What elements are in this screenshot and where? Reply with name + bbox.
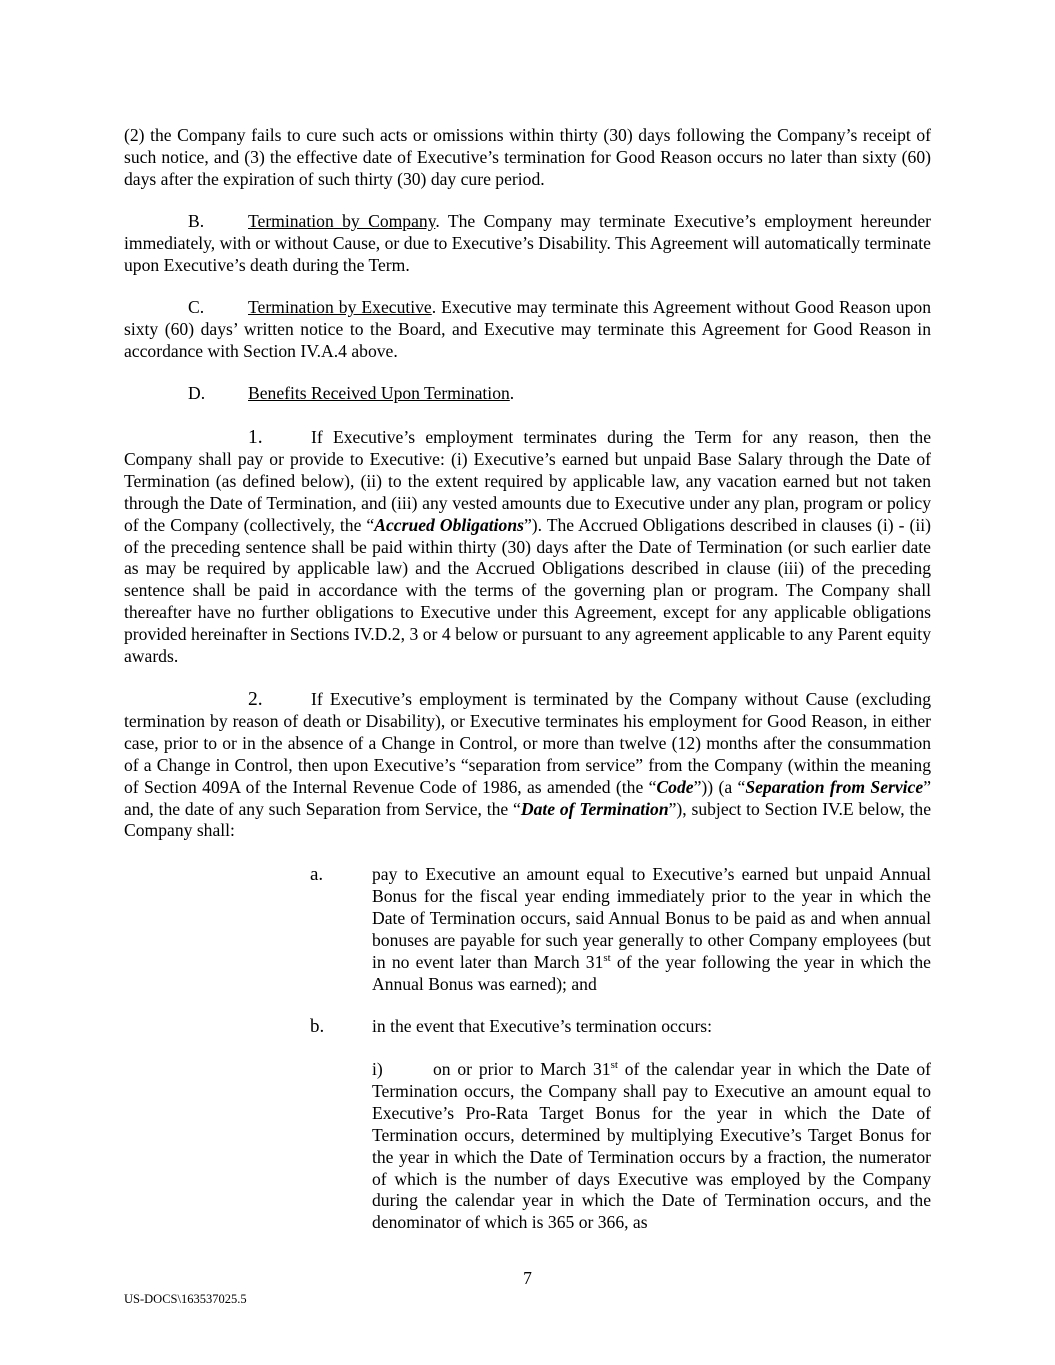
section-b bbox=[124, 211, 931, 277]
sub-a-text: pay to Executive an amount equal to Executive’s earned but unpaid Annual Bonus for the fiscal year ending immediately prior to the year in which the Date of Termination occurs, said Annual Bonus to be paid as and when annual bonuses are payable for such year generally to other Company employees (but in no event later than March 31st of the year following the year in which the Annual Bonus was earned); and bbox=[372, 864, 931, 994]
defined-term-date-of-termination: Date of Termination bbox=[520, 798, 669, 819]
document-id: US-DOCS\163537025.5 bbox=[124, 1292, 247, 1306]
item-1-label: 1. bbox=[248, 427, 263, 448]
page-number: 7 bbox=[523, 1268, 532, 1288]
item-1: 1. If Executive’s employment terminates during the Term for any reason, then the Company shall pay or provide to Executive: (i) Executive’s earned but unpaid Base Salary through the Date of Termination (as defined below), (ii) to the extent required by applicable law, any vacation earned but not taken through the Date of Termination, and (iii) any vested amounts due to Executive under any plan, program or policy of the Company (collectively, the “Accrued Obligations”). The Accrued Obligations described in clauses (i) - (ii) of the preceding sentence shall be paid within thirty (30) days after the Date of Termination (or such earlier date as may be required by applicable law) and the Accrued Obligations described in clause (iii) of the preceding sentence shall be paid in accordance with the terms of the governing plan or program. The Company shall thereafter have no further obligations to Executive under this Agreement, except for any applicable obligations provided hereinafter in Sections IV.D.2, 3 or 4 below or pursuant to any agreement applicable to any Parent equity awards. bbox=[124, 427, 931, 667]
section-b-heading: Termination by Company bbox=[248, 211, 436, 231]
section-d-heading: Benefits Received Upon Termination bbox=[248, 383, 510, 403]
section-c bbox=[124, 297, 931, 363]
defined-term-code: Code bbox=[656, 776, 694, 797]
section-c-text: . Executive may terminate this Agreement without Good Reason upon sixty (60) days’ written notice to the Board, and Executive may terminate this Agreement for Good Reason in accordance with Section IV.A.4 above. bbox=[124, 297, 931, 361]
section-d: D. Benefits Received Upon Termination. bbox=[188, 383, 515, 403]
sub-b-label: b. bbox=[310, 1016, 325, 1037]
sub-b-i-label: i) bbox=[372, 1059, 383, 1079]
sub-b-i: i) on or prior to March 31st of the calendar year in which the Date of Termination occurs, the Company shall pay to Executive an amount equal to Executive’s Pro-Rata Target Bonus for the year in which the Date of Termination occurs, determined by multiplying Executive’s Target Bonus for the year in which the Date of Termination occurs by a fraction, the numerator of which is the number of days Executive was employed by the Company during the calendar year in which the Date of Termination occurs, and the denominator of which is 365 or 366, as bbox=[372, 1059, 931, 1233]
sub-a-label: a. bbox=[310, 864, 324, 885]
section-c-label: C. bbox=[188, 297, 205, 317]
item-2-label: 2. bbox=[248, 689, 263, 710]
section-d-label: D. bbox=[188, 383, 206, 403]
defined-term-accrued-obligations: Accrued Obligations bbox=[374, 514, 524, 535]
paragraph-continuation: (2) the Company fails to cure such acts or omissions within thirty (30) days following the Company’s receipt of such notice, and (3) the effective date of Executive’s termination for Good Reason occurs no later than sixty (60) days after the expiration of such thirty (30) day cure period. bbox=[124, 125, 931, 189]
section-c-heading: Termination by Executive bbox=[248, 297, 432, 317]
sub-b-text: in the event that Executive’s termination occurs: bbox=[372, 1016, 713, 1036]
section-b-text: . The Company may terminate Executive’s employment hereunder immediately, with or without Cause, or due to Executive’s Disability. This Agreement will automatically terminate upon Executive’s death during the Term. bbox=[124, 211, 931, 275]
section-b-label: B. bbox=[188, 211, 205, 231]
item-2: 2. If Executive’s employment is terminated by the Company without Cause (excluding termination by reason of death or Disability), or Executive terminates his employment for Good Reason, in either case, prior to or in the absence of a Change in Control, or more than twelve (12) months after the consummation of a Change in Control, then upon Executive’s “separation from service” from the Company (within the meaning of Section 409A of the Internal Revenue Code of 1986, as amended (the “Code”)) (a “Separation from Service” and, the date of any such Separation from Service, the “Date of Termination”), subject to Section IV.E below, the Company shall: bbox=[124, 689, 931, 841]
defined-term-separation-from-service: Separation from Service bbox=[745, 776, 924, 797]
